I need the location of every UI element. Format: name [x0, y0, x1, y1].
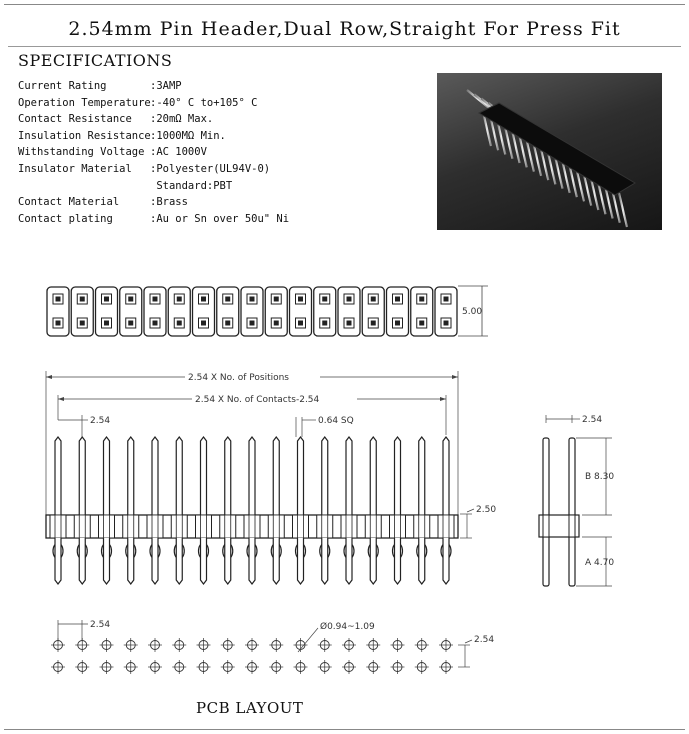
pcb-hole: [245, 638, 259, 652]
spec-row: [18, 144, 289, 161]
dim-hole-diameter: Ø0.94~1.09: [320, 622, 375, 632]
pcb-hole: [342, 660, 356, 674]
spec-value: :AC 1000V: [150, 146, 207, 159]
top-view-cell: [47, 287, 69, 336]
pcb-layout-label: PCB LAYOUT: [196, 699, 304, 717]
top-view-cell: [338, 287, 360, 336]
front-view-pin: [220, 437, 236, 584]
spec-value: :Polyester(UL94V-0): [150, 162, 271, 175]
front-view-pin: [147, 437, 163, 584]
pcb-hole: [100, 660, 114, 674]
top-view-cell: [71, 287, 93, 336]
front-view-pin: [293, 437, 309, 584]
dim-pcb-pitch: 2.54: [90, 620, 111, 630]
dim-pcb-row-pitch: 2.54: [474, 635, 495, 645]
front-view-pin: [99, 437, 115, 584]
pcb-hole: [439, 638, 453, 652]
top-view-cell: [193, 287, 215, 336]
top-view-cell: [387, 287, 409, 336]
pcb-hole: [75, 660, 89, 674]
pcb-hole: [197, 660, 211, 674]
spec-label: Contact Resistance: [18, 113, 132, 126]
pcb-hole: [172, 660, 186, 674]
pcb-layout-drawing: [0, 612, 689, 692]
top-view-cell: [314, 287, 336, 336]
pcb-hole: [415, 638, 429, 652]
product-photo: [437, 73, 662, 230]
top-view-cell: [362, 287, 384, 336]
top-view-cell: [411, 287, 433, 336]
spec-row: [18, 95, 289, 112]
top-view-cell: [241, 287, 263, 336]
front-view-pin: [438, 437, 454, 584]
dim-pin-sq: 0.64 SQ: [318, 416, 354, 426]
spec-label: Insulator Material: [18, 162, 132, 175]
top-view-cell: [435, 287, 457, 336]
front-view-pin: [317, 437, 333, 584]
dim-contacts: 2.54 X No. of Contacts-2.54: [195, 395, 320, 405]
front-view-pin: [365, 437, 381, 584]
front-view-pin: [196, 437, 212, 584]
pcb-hole: [75, 638, 89, 652]
pcb-hole: [269, 638, 283, 652]
dim-insulator-height: 2.50: [476, 505, 497, 515]
product-photo-graphic: [437, 73, 662, 230]
spec-label: Insulation Resistance: [18, 129, 151, 142]
front-view-pin: [268, 437, 284, 584]
top-view-cell: [217, 287, 239, 336]
pcb-hole: [100, 638, 114, 652]
spec-label: Operation Temperature: [18, 96, 151, 109]
spec-value: :20mΩ Max.: [150, 113, 214, 126]
pcb-hole: [391, 638, 405, 652]
front-view-drawing: [0, 365, 689, 595]
spec-row: [18, 211, 289, 228]
spec-row: [18, 78, 289, 95]
pcb-hole: [342, 638, 356, 652]
top-view-cell: [120, 287, 142, 336]
title-divider: [8, 46, 681, 47]
front-view-pin: [244, 437, 260, 584]
pcb-hole: [245, 660, 259, 674]
spec-label: Contact Material: [18, 196, 120, 209]
pcb-hole: [51, 660, 65, 674]
top-view-cell: [96, 287, 118, 336]
front-view-pin: [123, 437, 139, 584]
front-view-pin: [74, 437, 90, 584]
top-view-cell: [265, 287, 287, 336]
pcb-hole: [294, 638, 308, 652]
top-view-cell: [144, 287, 166, 336]
spec-value: :3AMP: [150, 80, 182, 92]
pcb-hole: [148, 638, 162, 652]
pcb-hole: [221, 638, 235, 652]
pcb-hole: [124, 638, 138, 652]
pcb-hole: [269, 660, 283, 674]
spec-label: Withstanding Voltage: [18, 146, 145, 159]
pcb-hole: [318, 660, 332, 674]
pcb-hole: [221, 660, 235, 674]
specifications-list: [18, 78, 289, 227]
pcb-hole: [294, 660, 308, 674]
pcb-hole: [172, 638, 186, 652]
dim-positions: 2.54 X No. of Positions: [188, 373, 289, 383]
pcb-hole: [51, 638, 65, 652]
pcb-hole: [366, 660, 380, 674]
dim-pitch-front: 2.54: [90, 416, 111, 426]
spec-value: :-40° C to+105° C: [150, 96, 258, 109]
pcb-hole: [318, 638, 332, 652]
dim-a-length: A 4.70: [585, 558, 615, 568]
spec-row: [18, 194, 289, 211]
spec-label: Contact plating: [18, 212, 113, 225]
dim-top-height: 5.00: [462, 307, 483, 317]
spec-label: [18, 178, 150, 195]
front-view-pin: [341, 437, 357, 584]
photo-pin: [467, 90, 489, 108]
spec-value: :Brass: [150, 196, 188, 209]
spec-row: [18, 161, 289, 178]
pcb-hole: [366, 638, 380, 652]
pcb-hole: [197, 638, 211, 652]
pcb-hole: [148, 660, 162, 674]
top-view-cell: [290, 287, 312, 336]
top-view-cell: [168, 287, 190, 336]
spec-value: Standard:PBT: [150, 179, 233, 192]
front-view-pin: [171, 437, 187, 584]
pcb-hole: [415, 660, 429, 674]
spec-row: [18, 178, 289, 195]
dim-side-pitch: 2.54: [582, 415, 603, 425]
pcb-hole: [124, 660, 138, 674]
spec-row: [18, 128, 289, 145]
front-view-pin: [390, 437, 406, 584]
front-view-pin: [50, 437, 66, 584]
front-view-pin: [414, 437, 430, 584]
pcb-hole: [439, 660, 453, 674]
spec-value: :Au or Sn over 50u" Ni: [150, 212, 290, 225]
pcb-hole: [391, 660, 405, 674]
top-view-drawing: [0, 270, 689, 350]
spec-label: Current Rating: [18, 80, 107, 92]
specifications-heading: SPECIFICATIONS: [18, 51, 173, 70]
spec-row: [18, 111, 289, 128]
page-title: 2.54mm Pin Header,Dual Row,Straight For Press Fit: [68, 18, 621, 40]
spec-value: :1000MΩ Min.: [150, 129, 226, 142]
dim-b-length: B 8.30: [585, 472, 615, 482]
